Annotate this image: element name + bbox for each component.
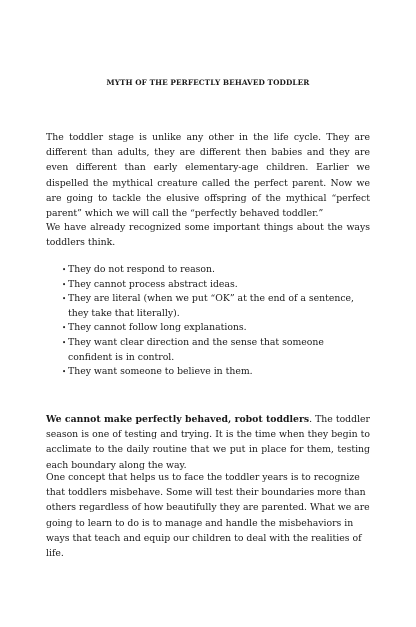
list-item: • They want clear direction and the sense that someone confident is in control. bbox=[62, 336, 362, 365]
toddler-traits-list bbox=[62, 263, 362, 380]
testing-paragraph bbox=[46, 412, 370, 473]
chapter-title: MYTH OF THE PERFECTLY BEHAVED TODDLER bbox=[106, 78, 310, 87]
list-item: • They cannot follow long explanations. bbox=[62, 321, 362, 336]
intro-paragraph: The toddler stage is unlike any other in the life cycle. They are different than adults, they are different then babies and they are even different than early elementary-age children. Earlier we dispelled the mythical creature called the perfect parent. Now we are going to tackle the elusive offspring of the mythical “perfect parent” which we will call the “perfectly behaved toddler.” bbox=[46, 132, 370, 220]
list-item: • They want someone to believe in them. bbox=[62, 365, 362, 380]
paragraph-rest: . The toddler season is one of testing and trying. It is the time when they begin to acclimate to the daily routine that we put in place for them, testing each boundary along the way. bbox=[46, 414, 370, 471]
list-item: • They are literal (when we put “OK” at the end of a sentence, they take that literally). bbox=[62, 292, 362, 321]
misbehavior-paragraph: One concept that helps us to face the toddler years is to recognize that toddlers misbehave. Some will test their boundaries more than others regardless of how beautifully they are parented. What we are going to learn to do is to manage and handle the misbehaviors in ways that teach and equip our children to deal with the realities of life. bbox=[46, 472, 370, 560]
list-item: • They cannot process abstract ideas. bbox=[62, 278, 362, 293]
list-item: • They do not respond to reason. bbox=[62, 263, 362, 278]
recognition-paragraph: We have already recognized some important things about the ways toddlers think. bbox=[46, 222, 370, 249]
bold-lead-sentence: We cannot make perfectly behaved, robot toddlers bbox=[46, 414, 310, 425]
